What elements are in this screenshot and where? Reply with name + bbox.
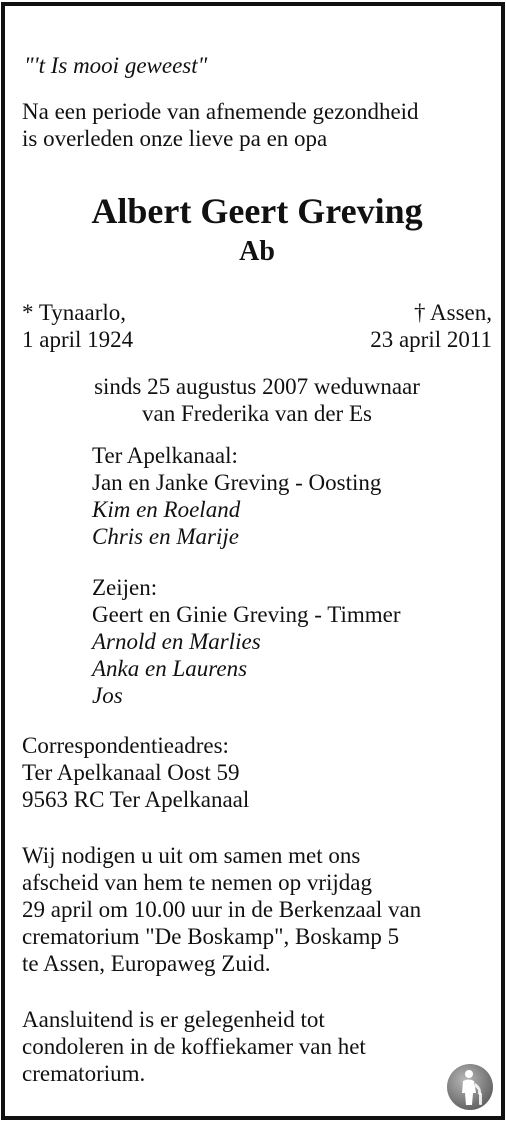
condolence-line: crematorium. — [22, 1061, 146, 1086]
family-block-ter-apelkanaal — [92, 442, 381, 550]
family-block-zeijen — [92, 574, 401, 709]
invitation-text — [22, 842, 421, 977]
birth-info — [22, 299, 133, 353]
intro-line: is overleden onze lieve pa en opa — [22, 126, 328, 151]
family-place: Zeijen: — [92, 575, 158, 600]
correspondence-heading: Correspondentieadres: — [22, 733, 229, 758]
invitation-line: afscheid van hem te nemen op vrijdag — [22, 870, 372, 895]
death-info — [370, 299, 492, 353]
intro-text — [22, 98, 419, 152]
deceased-nickname: Ab — [239, 236, 275, 267]
condolence-text — [22, 1006, 366, 1087]
memorial-figure-icon — [446, 1063, 494, 1111]
death-date: 23 april 2011 — [370, 327, 492, 352]
grandchild-couple: Kim en Roeland — [92, 497, 241, 522]
grandchild-couple: Anka en Laurens — [92, 656, 248, 681]
widower-text — [22, 373, 492, 427]
grandchild-couple: Chris en Marije — [92, 524, 239, 549]
grandchild-couple: Arnold en Marlies — [92, 629, 261, 654]
invitation-line: te Assen, Europaweg Zuid. — [22, 951, 271, 976]
condolence-line: Aansluitend is er gelegenheid tot — [22, 1007, 325, 1032]
invitation-line: Wij nodigen u uit om samen met ons — [22, 843, 361, 868]
death-place: † Assen, — [414, 300, 492, 325]
correspondence-address — [22, 732, 249, 813]
deceased-name: Albert Geert Greving — [91, 191, 423, 231]
motto: "'t Is mooi geweest" — [24, 53, 208, 78]
family-place: Ter Apelkanaal: — [92, 443, 238, 468]
address-postcode-city: 9563 RC Ter Apelkanaal — [22, 787, 250, 812]
intro-line: Na een periode van afnemende gezondheid — [22, 99, 419, 124]
family-parents: Jan en Janke Greving - Oosting — [92, 470, 382, 495]
widower-line: sinds 25 augustus 2007 weduwnaar — [94, 374, 420, 399]
family-parents: Geert en Ginie Greving - Timmer — [92, 602, 401, 627]
address-street: Ter Apelkanaal Oost 59 — [22, 760, 240, 785]
condolence-line: condoleren in de koffiekamer van het — [22, 1034, 366, 1059]
birth-date: 1 april 1924 — [22, 327, 134, 352]
widower-line: van Frederika van der Es — [142, 401, 372, 426]
obituary-frame — [1, 2, 505, 1120]
invitation-line: 29 april om 10.00 uur in de Berkenzaal van — [22, 897, 422, 922]
birth-place: * Tynaarlo, — [22, 300, 126, 325]
invitation-line: crematorium "De Boskamp", Boskamp 5 — [22, 924, 400, 949]
grandchild: Jos — [92, 683, 123, 708]
